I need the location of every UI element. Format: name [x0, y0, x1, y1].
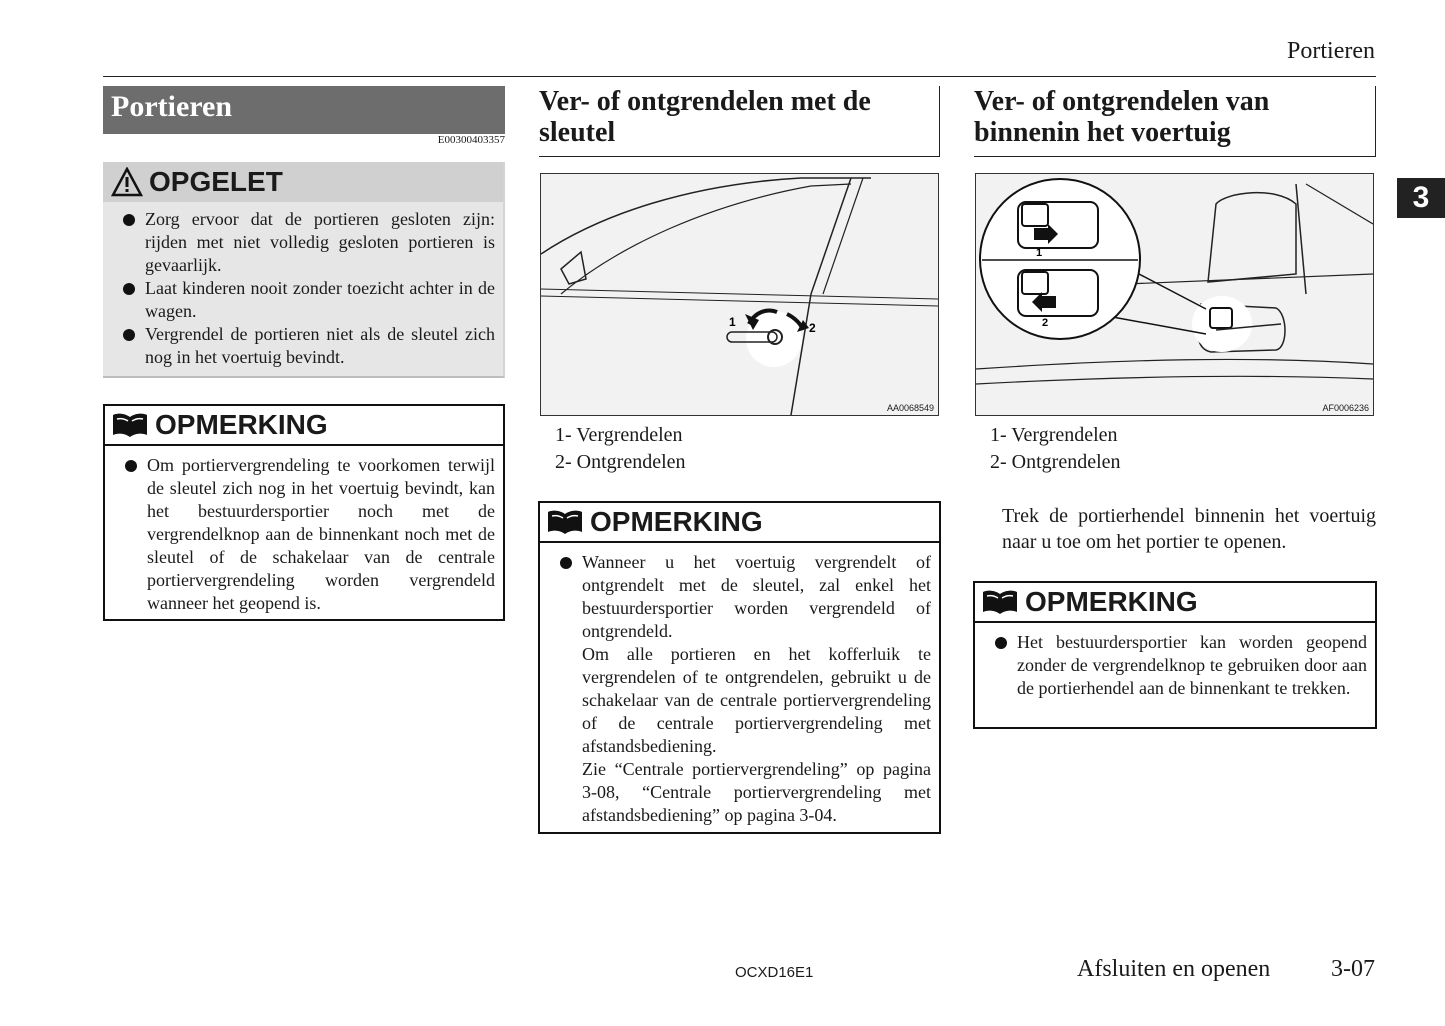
- inner-door-handle-illustration: [976, 174, 1373, 415]
- note-content: [540, 543, 939, 827]
- instruction-paragraph: Trek de portierhendel binnenin het voertuig naar u toe om het portier te openen.: [1002, 505, 1376, 553]
- car-door-key-illustration: [541, 174, 938, 415]
- note-box-middle: [538, 501, 941, 834]
- caution-title: OPGELET: [149, 166, 283, 197]
- legend-item: 1- Vergrendelen: [990, 424, 1118, 446]
- figure-label-2: 2: [1042, 317, 1049, 329]
- document-code: E00300403357: [437, 134, 505, 146]
- note-list: [105, 446, 503, 615]
- caution-item: Vergrendel de portieren niet als de sleutel zich nog in het voertuig bevindt.: [103, 323, 495, 369]
- legend-item: 2- Ontgrendelen: [555, 451, 686, 473]
- figure-label-1: 1: [729, 315, 736, 329]
- footer-document-code: OCXD16E1: [735, 964, 814, 981]
- note-paragraph: Zie “Centrale portiervergrendeling” op pagina 3-08, “Centrale portiervergrendeling met afstandsbediening” op pagina 3-04.: [582, 759, 931, 825]
- legend-item: 2- Ontgrendelen: [990, 451, 1121, 473]
- running-header-title: Portieren: [1287, 38, 1375, 64]
- note-title: OPMERKING: [155, 409, 328, 440]
- inner-handle-figure: [975, 173, 1374, 416]
- caution-box: [103, 162, 505, 378]
- open-book-icon: [981, 588, 1019, 616]
- caution-header: [103, 162, 503, 202]
- figure-code: AA0068549: [886, 403, 934, 413]
- footer-chapter-title: Afsluiten en openen: [1077, 956, 1271, 982]
- caution-list: [103, 202, 503, 369]
- note-header: [540, 503, 939, 543]
- figure-legend: [555, 422, 686, 476]
- open-book-icon: [546, 508, 584, 536]
- note-item: Het bestuurdersportier kan worden geopend zonder de vergrendelknop te gebruiken door aan de portierhendel aan de binnenkant te trekken.: [975, 631, 1367, 700]
- note-title: OPMERKING: [1025, 586, 1198, 617]
- figure-label-1: 1: [1036, 247, 1043, 259]
- note-box-right: [973, 581, 1377, 729]
- note-title: OPMERKING: [590, 506, 763, 537]
- chapter-tab: 3: [1397, 178, 1445, 218]
- figure-legend: [990, 422, 1121, 476]
- key-lock-figure: [540, 173, 939, 416]
- note-box-left: [103, 404, 505, 621]
- note-header: [975, 583, 1375, 623]
- figure-code: AF0006236: [1322, 403, 1369, 413]
- caution-item: Zorg ervoor dat de portieren gesloten zijn: rijden met niet volledig gesloten portieren is gevaarlijk.: [103, 208, 495, 277]
- note-list: [975, 623, 1375, 700]
- note-header: [105, 406, 503, 446]
- section-heading: Ver- of ontgrendelen van binnenin het voertuig: [974, 86, 1270, 148]
- note-paragraph: Om alle portieren en het kofferluik te vergrendelen of te ontgrendelen, gebruikt u de schakelaar van de centrale portiervergrendeling of de centrale portiervergrendeling met afstandsbediening.: [582, 644, 931, 756]
- legend-item: 1- Vergrendelen: [555, 424, 683, 446]
- section-heading-box: [539, 86, 940, 157]
- section-title: Portieren: [103, 86, 505, 134]
- figure-label-2: 2: [809, 321, 816, 335]
- page-number: 3-07: [1331, 956, 1375, 982]
- open-book-icon: [111, 411, 149, 439]
- section-heading: Ver- of ontgrendelen met de sleutel: [539, 86, 871, 148]
- header-rule: [103, 76, 1376, 77]
- note-item: Wanneer u het voertuig vergrendelt of ontgrendelt met de sleutel, zal enkel het bestuurdersportier worden vergrendeld of ontgrendeld.: [540, 551, 931, 643]
- warning-triangle-icon: [111, 167, 143, 197]
- note-item: Om portiervergrendeling te voorkomen terwijl de sleutel zich nog in het voertuig bevindt, kan het bestuurdersportier noch met de vergrendelknop aan de binnenkant noch met de sleutel of de schakelaar van de centrale portiervergrendeling worden vergrendeld wanneer het geopend is.: [105, 454, 495, 615]
- section-heading-box: [974, 86, 1376, 157]
- caution-item: Laat kinderen nooit zonder toezicht achter in de wagen.: [103, 277, 495, 323]
